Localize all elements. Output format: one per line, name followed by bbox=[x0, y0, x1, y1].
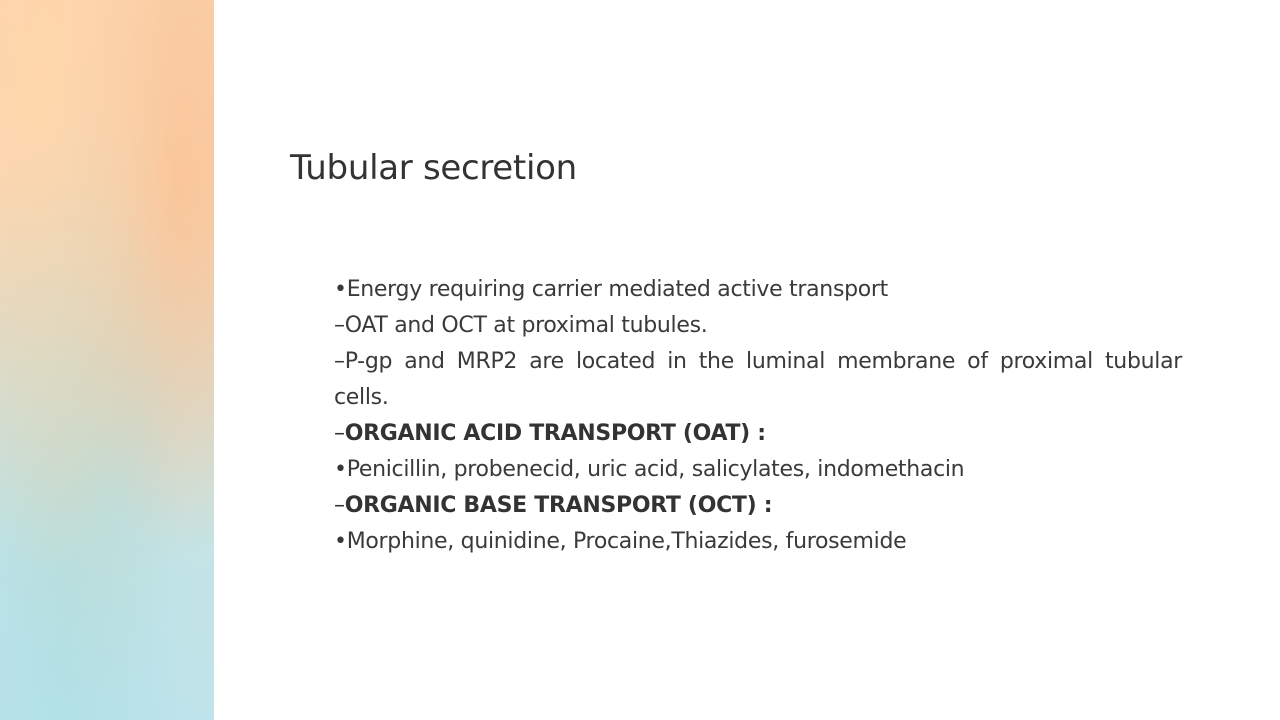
bullet-text: Morphine, quinidine, Procaine,Thiazides, furosemide bbox=[346, 529, 907, 554]
dash-marker: – bbox=[334, 493, 345, 518]
dash-marker: – bbox=[334, 421, 345, 446]
slide-body bbox=[334, 272, 1182, 560]
bullet-line bbox=[334, 272, 1182, 308]
dash-marker: – bbox=[334, 349, 345, 374]
sub-bullet-text: OAT and OCT at proximal tubules. bbox=[344, 313, 708, 338]
bullet-marker: • bbox=[334, 277, 347, 302]
section-heading-line bbox=[334, 416, 1182, 452]
sub-bullet-line bbox=[334, 344, 1182, 416]
bullet-text: Energy requiring carrier mediated active transport bbox=[346, 277, 889, 302]
dash-marker: – bbox=[334, 313, 345, 338]
bullet-line bbox=[334, 452, 1182, 488]
slide-title: Tubular secretion bbox=[290, 148, 577, 188]
decorative-gradient-panel bbox=[0, 0, 214, 720]
bullet-text: Penicillin, probenecid, uric acid, salicylates, indomethacin bbox=[346, 457, 965, 482]
bullet-marker: • bbox=[334, 529, 347, 554]
section-heading-text: ORGANIC BASE TRANSPORT (OCT) : bbox=[344, 493, 773, 518]
bullet-line bbox=[334, 524, 1182, 560]
section-heading-line bbox=[334, 488, 1182, 524]
section-heading-text: ORGANIC ACID TRANSPORT (OAT) : bbox=[344, 421, 766, 446]
bullet-marker: • bbox=[334, 457, 347, 482]
sub-bullet-text: P-gp and MRP2 are located in the luminal membrane of proximal tubular cells. bbox=[334, 349, 1182, 410]
sub-bullet-line bbox=[334, 308, 1182, 344]
